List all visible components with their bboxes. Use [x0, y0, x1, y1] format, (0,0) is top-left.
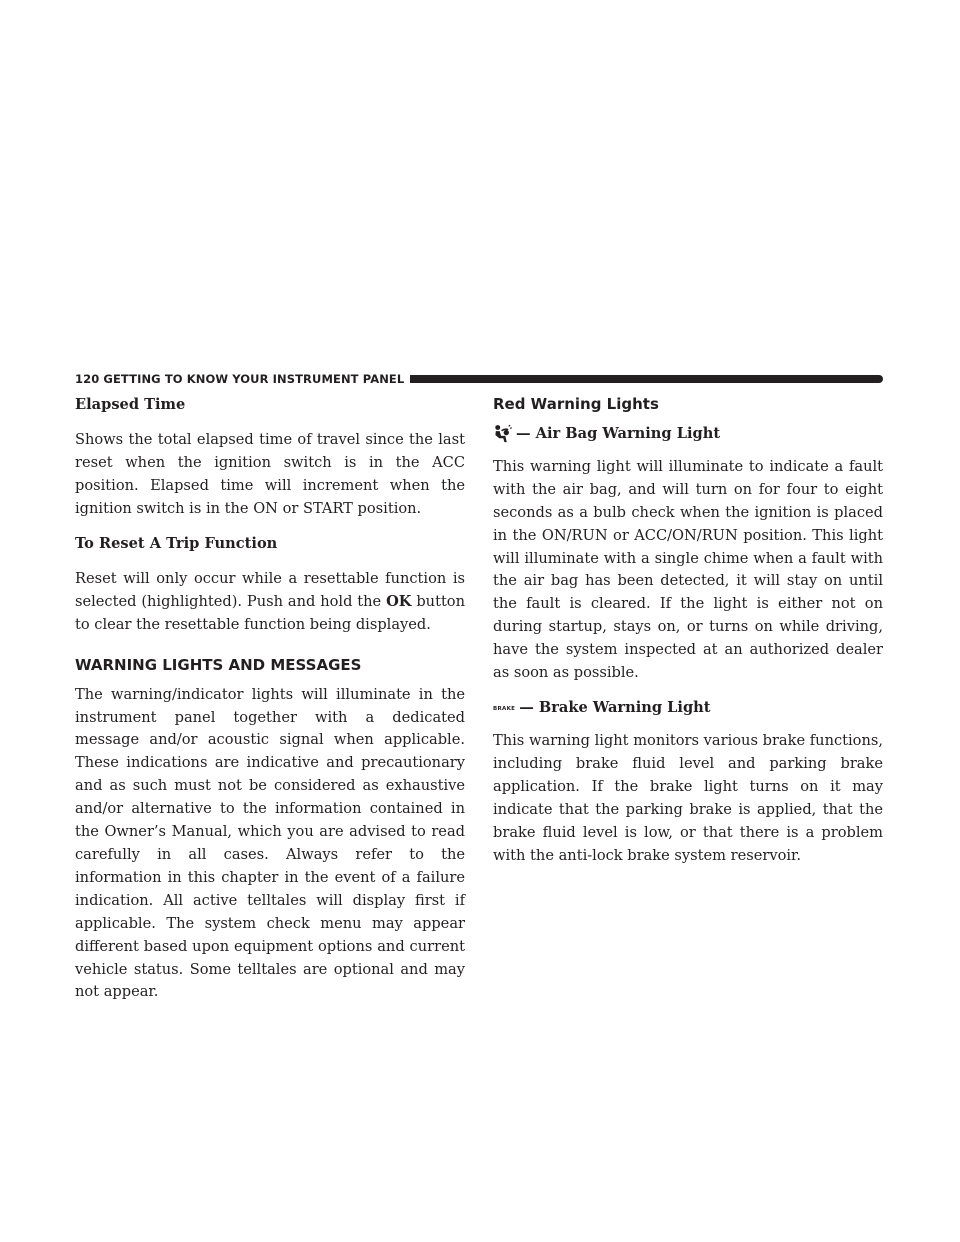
red-warning-lights-heading: Red Warning Lights [493, 395, 659, 413]
reset-trip-paragraph [75, 568, 465, 637]
elapsed-time-paragraph: Shows the total elapsed time of travel since the last reset when the ignition switch is in the ACC position. Elapsed time will increment when the ignition switch is in the ON or START position. [75, 430, 465, 517]
reset-text-pre: Reset will only occur while a resettable function is selected (highlighted). Push and hold the [75, 569, 465, 610]
page-header [75, 372, 883, 386]
header-bar [410, 375, 883, 383]
section-name: GETTING TO KNOW YOUR INSTRUMENT PANEL [103, 372, 405, 386]
elapsed-time-heading: Elapsed Time [75, 396, 186, 413]
warning-lights-paragraph: The warning/indicator lights will illuminate in the instrument panel together with a dedicated message and/or acoustic signal when applicable. These indications are indicative and precautionary and as such must not be considered as exhaustive and/or alternative to the information contained in the Owner’s Manual, which you are advised to read carefully in all cases. Always refer to the information in this chapter in the event of a failure indication. All active telltales will display first if applicable. The system check menu may appear different based upon equipment options and current vehicle status. Some telltales are optional and may not appear. [75, 685, 465, 1001]
left-column [75, 394, 465, 1017]
airbag-warning-title: — Air Bag Warning Light [516, 425, 721, 442]
brake-warning-heading [493, 697, 883, 720]
airbag-warning-heading [493, 423, 883, 446]
warning-lights-heading: WARNING LIGHTS AND MESSAGES [75, 655, 362, 674]
page-number: 120 [75, 372, 100, 386]
airbag-warning-paragraph: This warning light will illuminate to indicate a fault with the air bag, and will turn on for four to eight seconds as a bulb check when the ignition is placed in the ON/RUN or ACC/ON/RUN position. This light will illuminate with a single chime when a fault with the air bag has been detected, it will stay on until the fault is cleared. If the light is either not on during startup, stays on, or turns on while driving, have the system inspected at an authorized dealer as soon as possible. [493, 457, 883, 682]
brake-icon: BRAKE [493, 705, 516, 712]
reset-trip-heading: To Reset A Trip Function [75, 535, 278, 553]
right-column [493, 394, 883, 880]
brake-warning-title: — Brake Warning Light [519, 699, 711, 717]
airbag-icon [493, 424, 512, 444]
header-text [75, 372, 410, 386]
brake-warning-paragraph: This warning light monitors various brake functions, including brake fluid level and parking brake application. If the brake light turns on it may indicate that the parking brake is applied, that the brake fluid level is low, or that there is a problem with the anti-lock brake system reservoir. [493, 732, 883, 864]
reset-text-post: button to clear the resettable function being displayed. [75, 592, 465, 633]
ok-button-label: OK [386, 592, 412, 610]
